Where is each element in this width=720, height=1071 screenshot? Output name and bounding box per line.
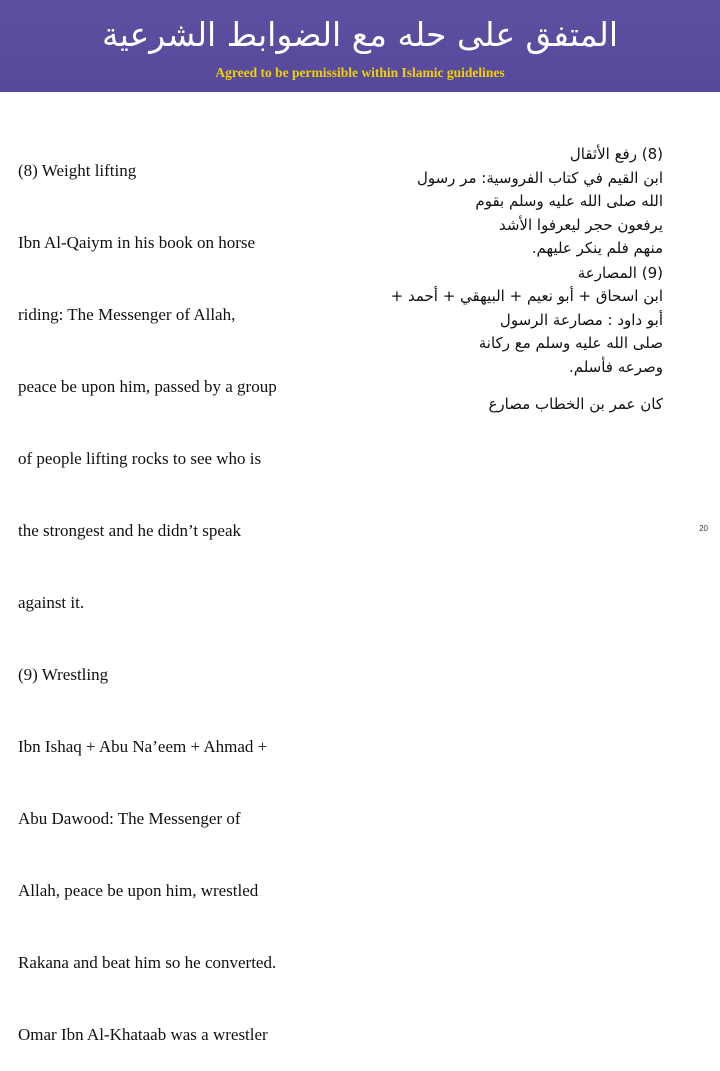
page-number: 20	[699, 524, 708, 533]
english-line: Omar Ibn Al-Khataab was a wrestler	[18, 1025, 268, 1044]
arabic-line: أبو داود : مصارعة الرسول	[499, 310, 663, 329]
arabic-line: يرفعون حجر ليعرفوا الأشد	[498, 215, 663, 234]
english-line: against it.	[18, 593, 85, 612]
english-text-column	[18, 111, 338, 1071]
english-line: (9) Wrestling	[18, 665, 109, 684]
arabic-line: ابن اسحاق + أبو نعيم + البيهقي + أحمد +	[390, 287, 663, 305]
arabic-title: المتفق على حله مع الضوابط الشرعية	[101, 15, 619, 54]
english-line: the strongest and he didn’t speak	[18, 521, 242, 540]
arabic-line: صلى الله عليه وسلم مع ركانة	[478, 334, 663, 352]
arabic-line: (8) رفع الأثقال	[569, 145, 663, 163]
english-line: Rakana and beat him so he converted.	[18, 953, 277, 972]
title-banner	[0, 0, 720, 92]
english-line: of people lifting rocks to see who is	[18, 449, 262, 468]
english-line: peace be upon him, passed by a group	[18, 377, 277, 396]
english-line: Ibn Al-Qaiym in his book on horse	[18, 233, 256, 252]
english-line: Abu Dawood: The Messenger of	[18, 809, 241, 828]
english-subtitle: Agreed to be permissible within Islamic guidelines	[215, 65, 505, 80]
arabic-line: الله صلى الله عليه وسلم بقوم	[475, 192, 663, 210]
arabic-line: كان عمر بن الخطاب مصارع	[488, 395, 663, 413]
english-line: Ibn Ishaq + Abu Na’eem + Ahmad +	[18, 737, 268, 756]
english-line: riding: The Messenger of Allah,	[18, 305, 236, 324]
arabic-line: وصرعه فأسلم.	[568, 357, 663, 376]
arabic-line: ابن القيم في كتاب الفروسية: مر رسول	[416, 168, 663, 187]
english-line: Allah, peace be upon him, wrestled	[18, 881, 259, 900]
english-line: (8) Weight lifting	[18, 161, 137, 180]
arabic-line: (9) المصارعة	[577, 263, 663, 282]
arabic-line: منهم فلم ينكر عليهم.	[531, 239, 663, 257]
arabic-text-column	[363, 143, 663, 417]
